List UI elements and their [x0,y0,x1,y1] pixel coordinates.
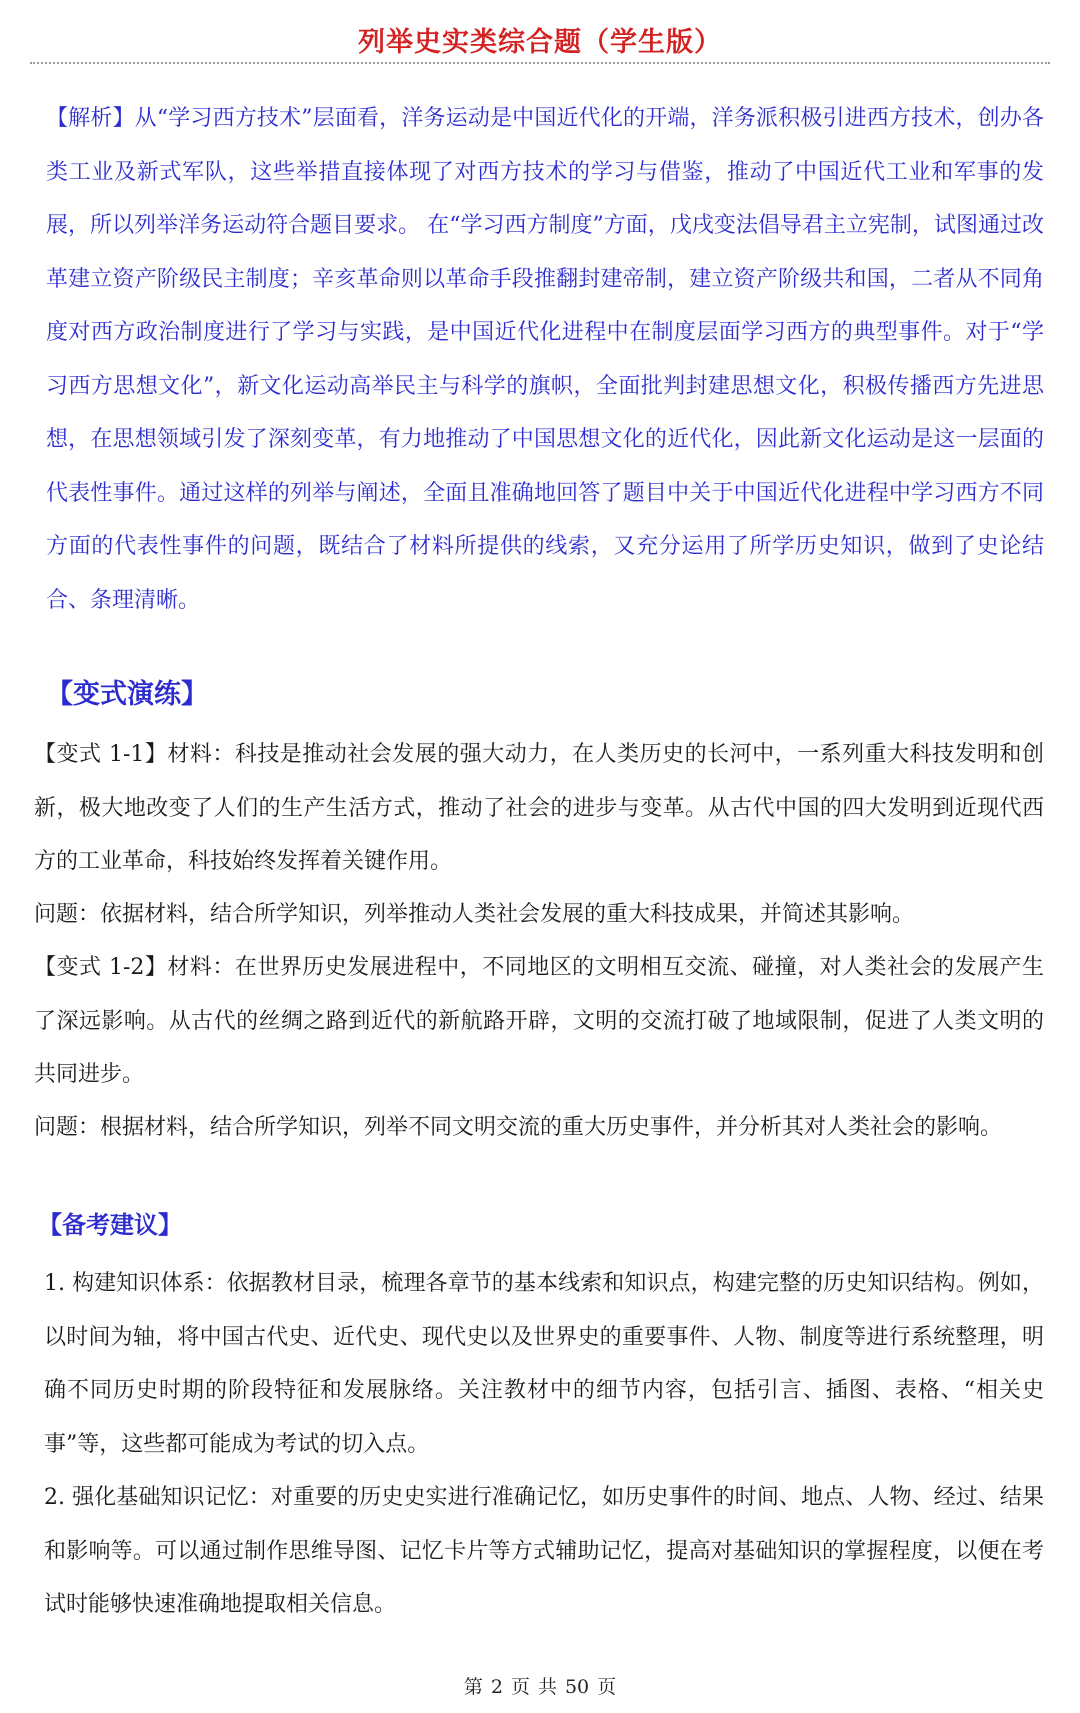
total-unit: 页 [597,1676,617,1698]
total-pages: 50 [564,1676,590,1698]
total-label: 共 [537,1676,557,1698]
analysis-paragraph [46,92,1044,627]
variant-1-1-material: 【变式 1-1】材料：科技是推动社会发展的强大动力，在人类历史的长河中，一系列重大科技发明和创新，极大地改变了人们的生产生活方式，推动了社会的进步与变革。从古代中国的四大发明到近现代西方的工业革命，科技始终发挥着关键作用。 [34,742,1044,874]
title-divider [30,62,1050,64]
page-unit: 页 [510,1676,530,1698]
variant-1-2-question: 问题：根据材料，结合所学知识，列举不同文明交流的重大历史事件，并分析其对人类社会的影响。 [34,1115,1003,1140]
variant-1-1-question: 问题：依据材料，结合所学知识，列举推动人类社会发展的重大科技成果，并简述其影响。 [34,902,915,927]
advice-item-2: 2. 强化基础知识记忆：对重要的历史史实进行准确记忆，如历史事件的时间、地点、人物、经过、结果和影响等。可以通过制作思维导图、记忆卡片等方式辅助记忆，提高对基础知识的掌握程度，以便在考试时能够快速准确地提取相关信息。 [44,1485,1044,1617]
page-label: 第 [463,1676,483,1698]
page-title: 列举史实类综合题（学生版） [358,27,722,58]
variant-exercises-heading: 【变式演练】 [46,679,208,710]
analysis-tag: 【解析】 [46,106,135,131]
variant-1-2-material: 【变式 1-2】材料：在世界历史发展进程中，不同地区的文明相互交流、碰撞，对人类社会的发展产生了深远影响。从古代的丝绸之路到近代的新航路开辟，文明的交流打破了地域限制，促进了人类文明的共同进步。 [34,955,1044,1087]
page-footer [0,1672,1080,1699]
exam-advice-heading: 【备考建议】 [38,1210,182,1239]
advice-item-1: 1. 构建知识体系：依据教材目录，梳理各章节的基本线索和知识点，构建完整的历史知识结构。例如，以时间为轴，将中国古代史、近代史、现代史以及世界史的重要事件、人物、制度等进行系统整理，明确不同历史时期的阶段特征和发展脉络。关注教材中的细节内容，包括引言、插图、表格、“相关史事”等，这些都可能成为考试的切入点。 [44,1271,1044,1457]
page-number: 2 [490,1676,503,1698]
analysis-text: 从“学习西方技术”层面看，洋务运动是中国近代化的开端，洋务派积极引进西方技术，创办各类工业及新式军队，这些举措直接体现了对西方技术的学习与借鉴，推动了中国近代工业和军事的发展，所以列举洋务运动符合题目要求。 在“学习西方制度”方面，戊戌变法倡导君主立宪制，试图通过改革建立资产阶级民主制度；辛亥革命则以革命手段推翻封建帝制，建立资产阶级共和国，二者从不同角度对西方政治制度进行了学习与实践，是中国近代化进程中在制度层面学习西方的典型事件。对于“学习西方思想文化”，新文化运动高举民主与科学的旗帜，全面批判封建思想文化，积极传播西方先进思想，在思想领域引发了深刻变革，有力地推动了中国思想文化的近代化，因此新文化运动是这一层面的代表性事件。通过这样的列举与阐述，全面且准确地回答了题目中关于中国近代化进程中学习西方不同方面的代表性事件的问题，既结合了材料所提供的线索，又充分运用了所学历史知识，做到了史论结合、条理清晰。 [46,106,1044,613]
